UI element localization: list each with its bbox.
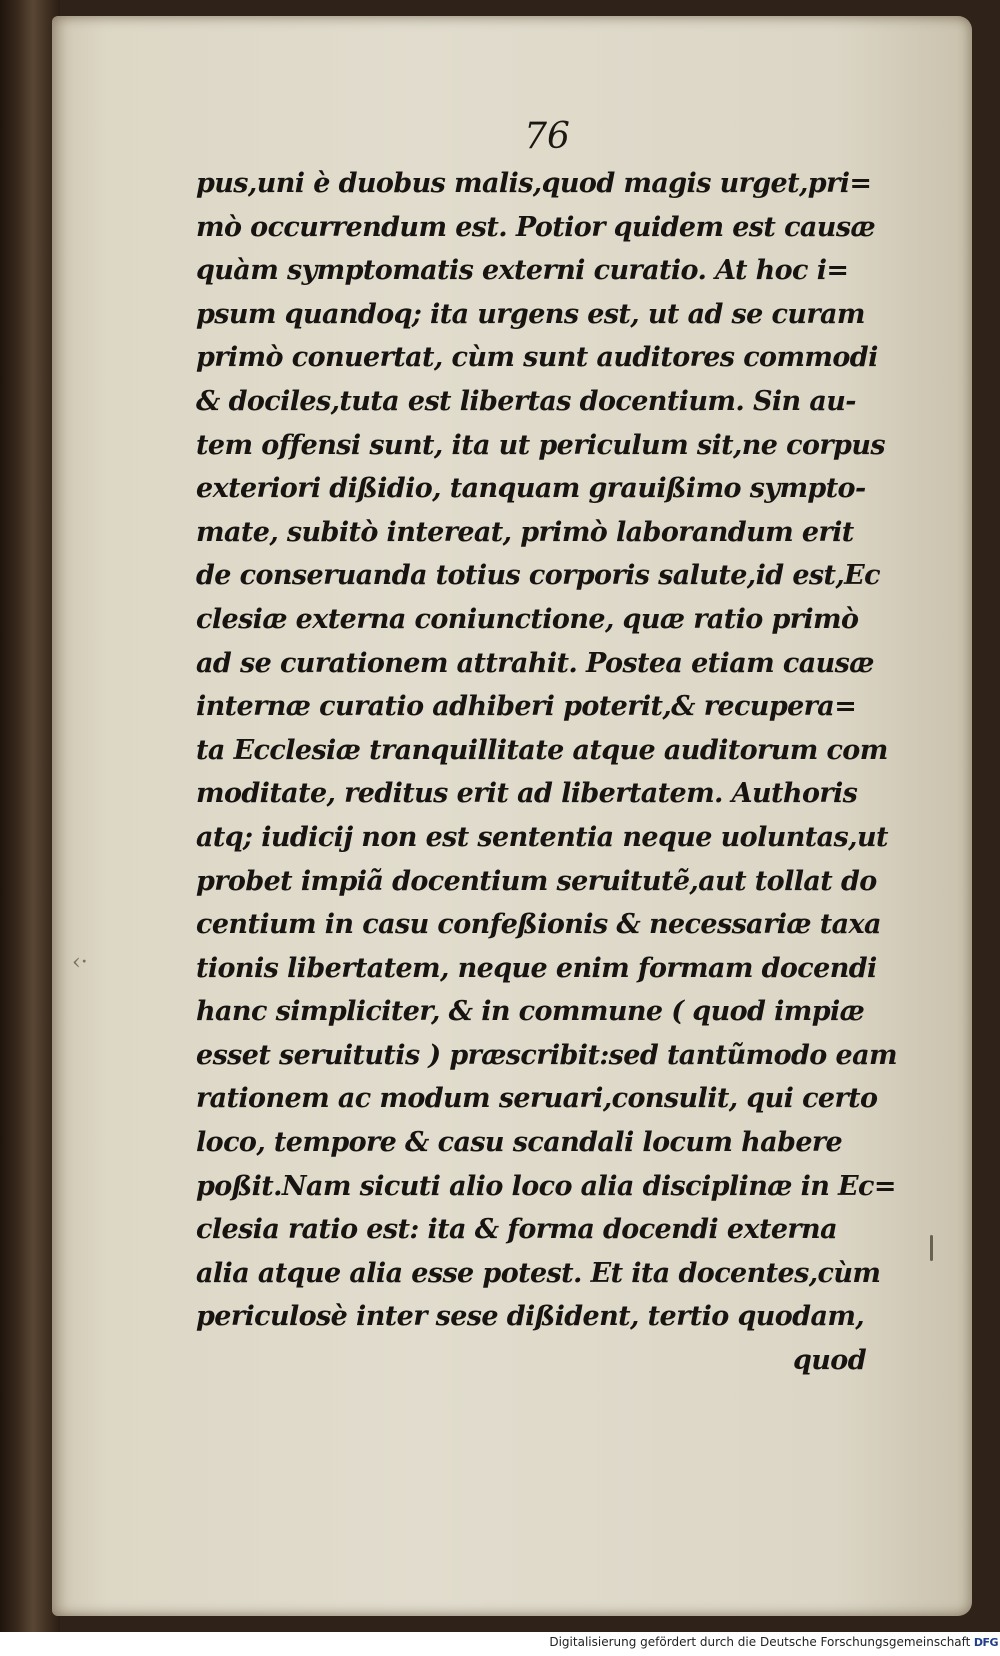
text-line: atq; iudicij non est sententia neque uoluntas,ut: [196, 821, 888, 853]
margin-tick-icon: [930, 1235, 933, 1261]
text-line: tionis libertatem, neque enim formam docendi: [196, 952, 877, 984]
text-line: exteriori dißidio, tanquam grauißimo sympto-: [196, 473, 866, 505]
text-line: clesiæ externa coniunctione, quæ ratio primò: [196, 603, 859, 635]
text-line: alia atque alia esse potest. Et ita docentes,cùm: [196, 1257, 881, 1289]
text-line: poßit.Nam sicuti alio loco alia disciplinæ in Ec=: [196, 1170, 896, 1202]
funding-credit: Digitalisierung gefördert durch die Deutsche Forschungsgemeinschaft ·: [549, 1635, 978, 1649]
text-line: hanc simpliciter, & in commune ( quod impiæ: [196, 996, 865, 1028]
text-line: centium in casu confeßionis & necessariæ taxa: [196, 909, 881, 941]
text-line: ad se curationem attrahit. Postea etiam causæ: [196, 647, 874, 679]
text-line: esset seruitutis ) præscribit:sed tantũmodo eam: [196, 1039, 897, 1071]
text-line: loco, tempore & casu scandali locum habere: [196, 1127, 843, 1159]
text-line: internæ curatio adhiberi poterit,& recupera=: [196, 691, 857, 723]
text-line: ta Ecclesiæ tranquillitate atque auditorum com: [196, 734, 888, 766]
dfg-logo-icon: DFG: [973, 1636, 998, 1649]
text-line: probet impiã docentium seruitutẽ,aut tollat do: [196, 865, 877, 897]
page-number: 76: [524, 116, 570, 157]
text-line: clesia ratio est: ita & forma docendi externa: [196, 1214, 837, 1246]
book-spine: [0, 0, 60, 1632]
text-line: mate, subitò intereat, primò laborandum erit: [196, 516, 854, 548]
text-line: pus,uni è duobus malis,quod magis urget,pri=: [196, 168, 872, 199]
text-line: mò occurrendum est. Potior quidem est causæ: [196, 211, 875, 243]
text-line: moditate, reditus erit ad libertatem. Authoris: [196, 778, 858, 810]
text-line: tem offensi sunt, ita ut periculum sit,ne corpus: [196, 429, 885, 461]
text-line: de conseruanda totius corporis salute,id est,Ec: [196, 560, 880, 592]
body-text: [196, 162, 897, 1383]
text-line: psum quandoq; ita urgens est, ut ad se curam: [196, 298, 865, 330]
text-line: quàm symptomatis externi curatio. At hoc i=: [196, 255, 849, 287]
text-line: rationem ac modum seruari,consulit, qui certo: [196, 1083, 878, 1115]
margin-mark-icon: ‹·: [72, 950, 88, 975]
text-line: primò conuertat, cùm sunt auditores commodi: [196, 342, 878, 374]
text-line: periculosè inter sese dißident, tertio quodam,: [196, 1301, 865, 1333]
catchword: quod: [793, 1345, 866, 1377]
footer-bar: [0, 1632, 1000, 1656]
text-line: & dociles,tuta est libertas docentium. Sin au-: [196, 385, 856, 417]
